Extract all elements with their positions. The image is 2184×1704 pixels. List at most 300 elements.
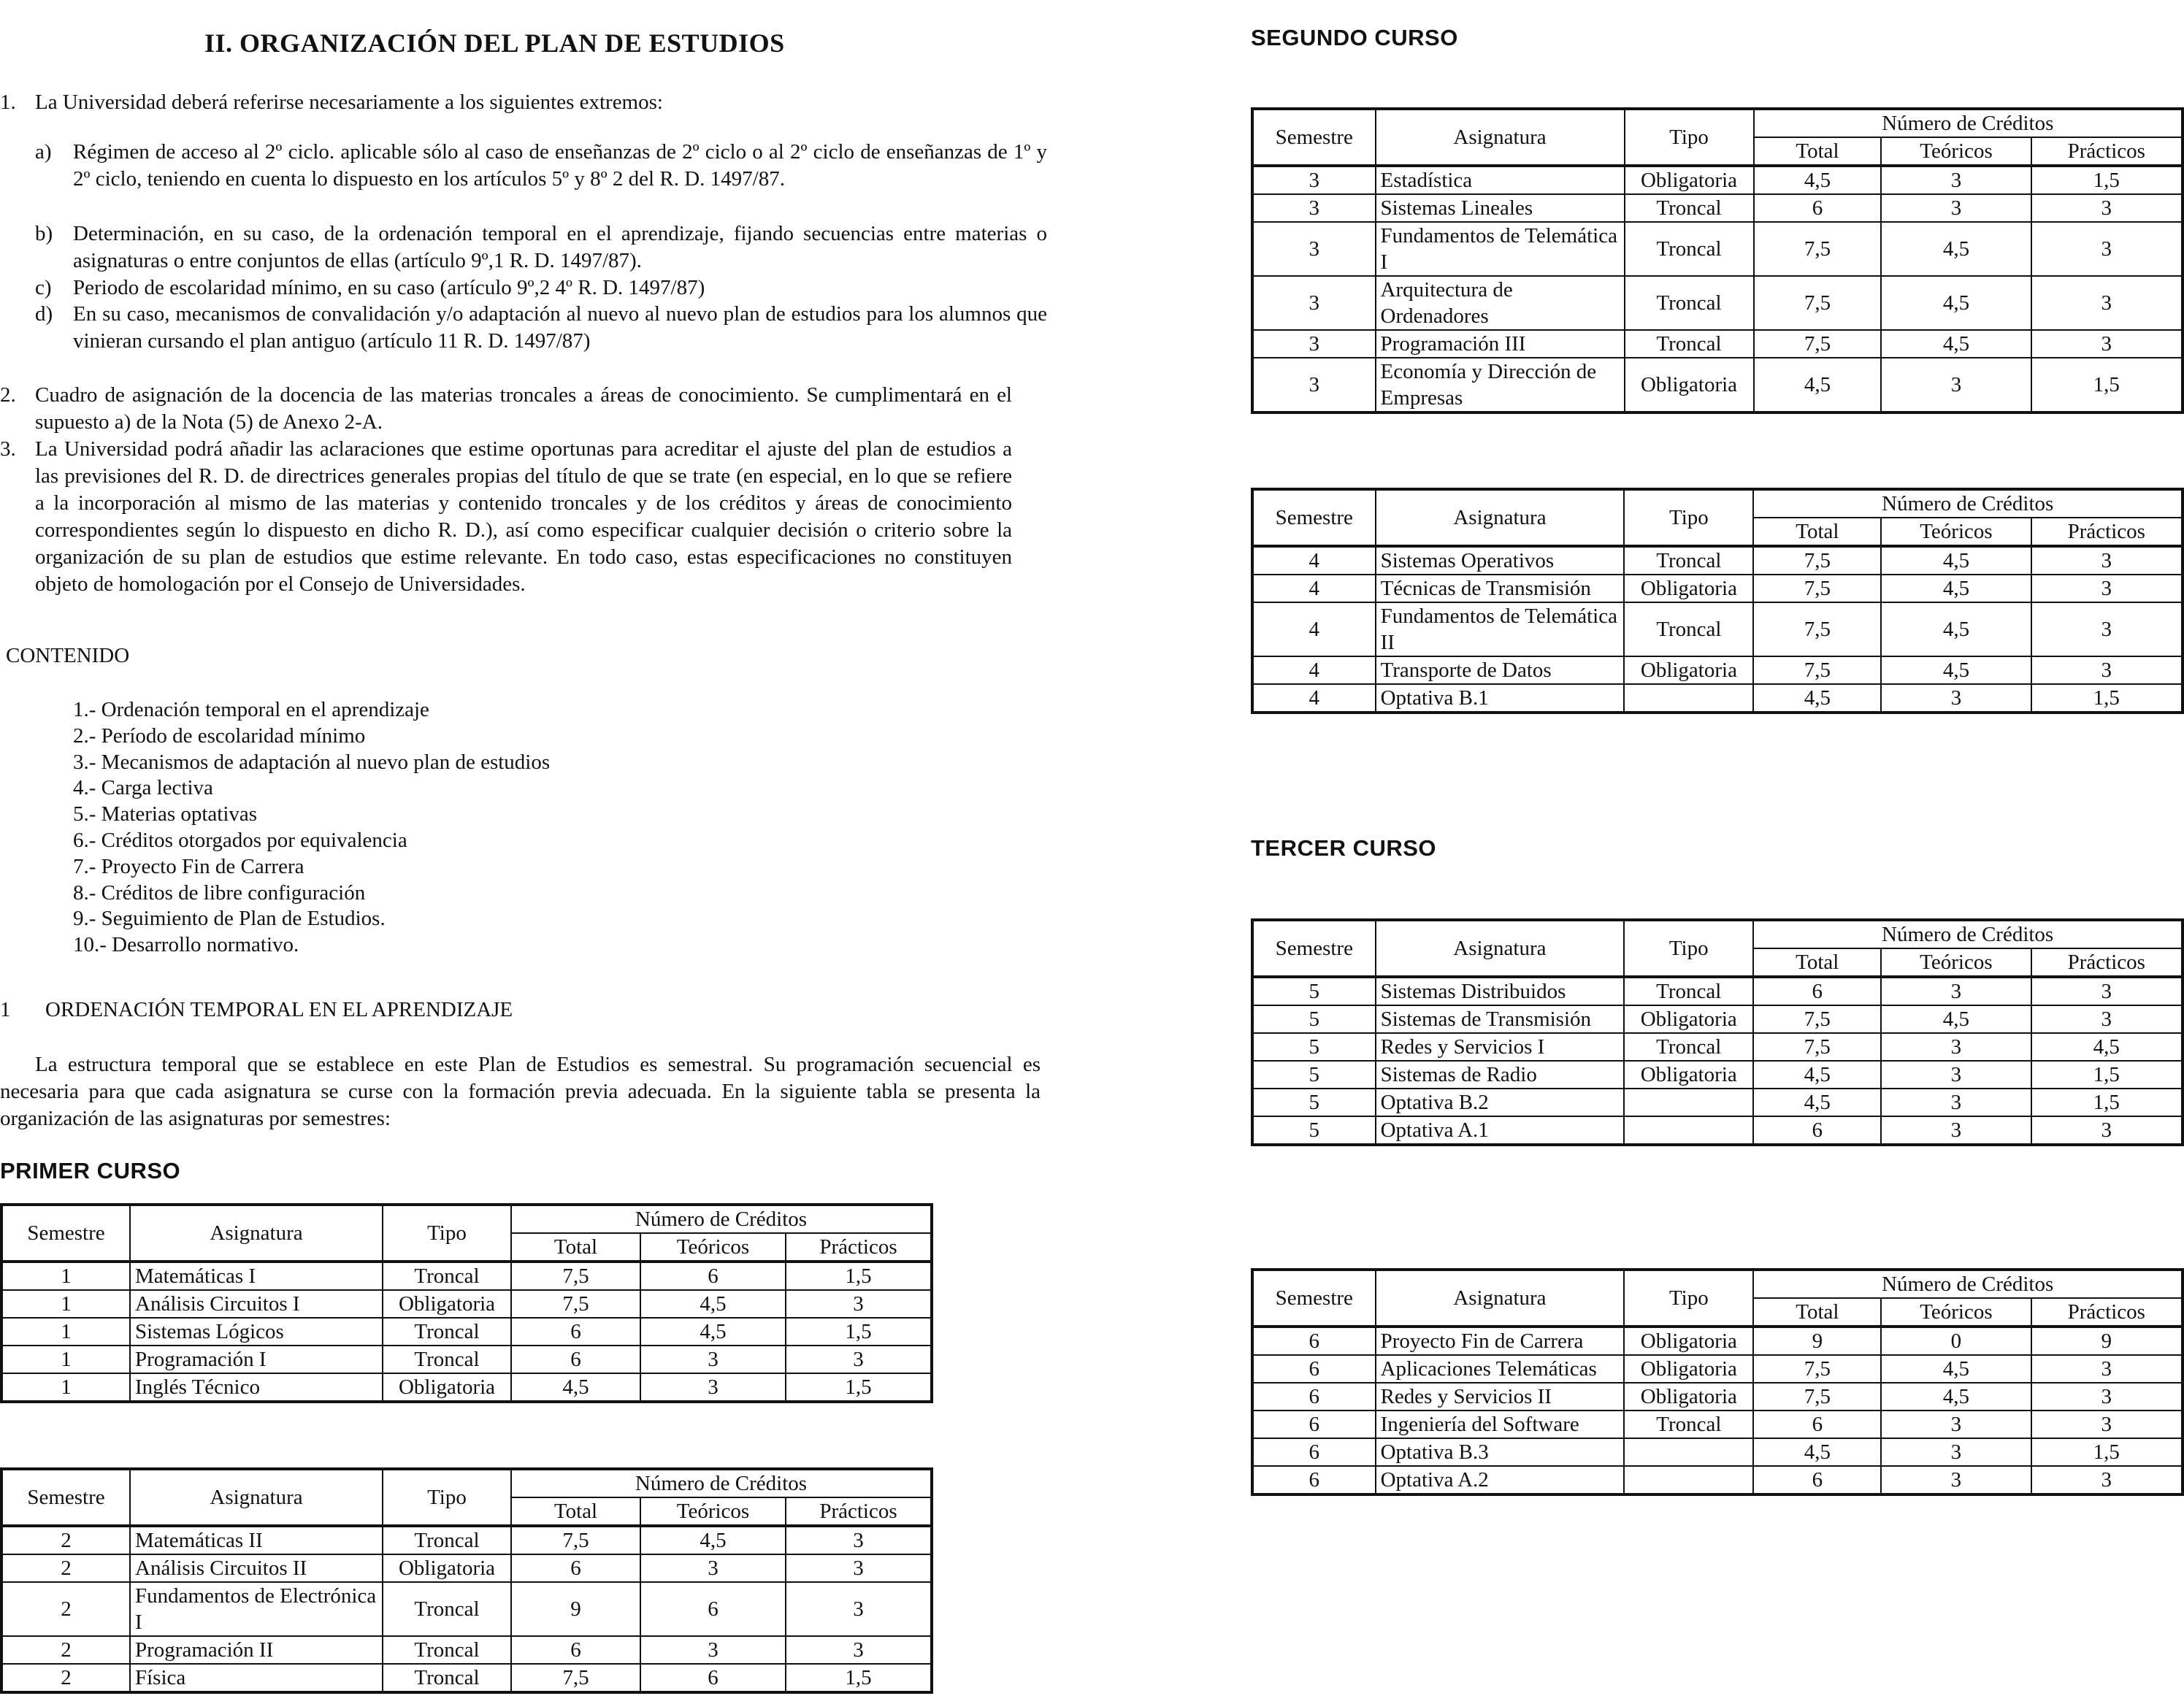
cell-asignatura: Sistemas Distribuidos (1376, 977, 1625, 1005)
cell-asignatura: Optativa B.2 (1376, 1089, 1625, 1116)
cell-asignatura: Optativa B.3 (1376, 1438, 1625, 1466)
cell-semestre: 3 (1252, 194, 1376, 222)
cell-total: 6 (1753, 977, 1881, 1005)
cell-semestre: 2 (1, 1636, 130, 1664)
cell-total: 7,5 (511, 1664, 640, 1692)
cell-asignatura: Optativa A.1 (1376, 1116, 1625, 1145)
cell-tipo: Obligatoria (1624, 575, 1753, 602)
cell-teoricos: 3 (640, 1636, 786, 1664)
cell-semestre: 3 (1252, 166, 1376, 194)
table-row (1252, 1466, 2183, 1494)
header-semestre: Semestre (1252, 489, 1376, 546)
header-asignatura: Asignatura (1376, 109, 1625, 166)
cell-asignatura: Programación II (130, 1636, 383, 1664)
contenido-heading: CONTENIDO (6, 644, 130, 667)
credits-table-s5 (1251, 918, 2184, 1146)
cell-total: 7,5 (1753, 575, 1881, 602)
header-asignatura: Asignatura (1376, 1270, 1625, 1327)
cell-total: 9 (1753, 1327, 1881, 1355)
cell-asignatura: Proyecto Fin de Carrera (1376, 1327, 1625, 1355)
cell-asignatura: Transporte de Datos (1376, 656, 1625, 684)
cell-practicos: 1,5 (786, 1664, 932, 1692)
cell-tipo: Troncal (1624, 602, 1753, 656)
header-teoricos: Teóricos (640, 1497, 786, 1526)
table-row (1252, 1438, 2183, 1466)
cell-total: 7,5 (511, 1290, 640, 1318)
cell-semestre: 1 (1, 1318, 130, 1346)
cell-total: 6 (1753, 1116, 1881, 1145)
header-practicos: Prácticos (786, 1497, 932, 1526)
cell-practicos: 3 (2031, 575, 2183, 602)
cell-teoricos: 3 (1881, 977, 2031, 1005)
cell-practicos: 1,5 (786, 1262, 932, 1290)
item-text: La Universidad podrá añadir las aclaraciones que estime oportunas para acreditar el ajuste del plan de estudios a las previsiones del R. D. de directrices generales propias del título de que se trate (en especial, en lo que se refiere a la incorporación al mismo de las materias y contenido troncales y de los créditos y áreas de conocimiento correspondientes según lo dispuesto en dicho R. D.), así como especificar cualquier decisión o criterio sobre la organización de su plan de estudios que estime relevante. En todo caso, estas especificaciones no constituyen objeto de homologación por el Consejo de Universidades. (35, 437, 1012, 596)
cell-asignatura: Sistemas de Radio (1376, 1061, 1625, 1089)
item-number: 1. (0, 91, 16, 114)
cell-semestre: 1 (1, 1290, 130, 1318)
cell-total: 6 (511, 1636, 640, 1664)
table-row (1, 1346, 932, 1373)
cell-tipo: Troncal (1624, 977, 1753, 1005)
cell-total: 7,5 (511, 1262, 640, 1290)
cell-teoricos: 4,5 (1881, 656, 2031, 684)
cell-total: 7,5 (1753, 1005, 1881, 1033)
header-semestre: Semestre (1252, 1270, 1376, 1327)
cell-semestre: 4 (1252, 602, 1376, 656)
cell-teoricos: 3 (640, 1346, 786, 1373)
table-row (1252, 1355, 2183, 1383)
cell-asignatura: Sistemas Lineales (1376, 194, 1625, 222)
cell-total: 4,5 (1754, 166, 1882, 194)
table-row (1252, 977, 2183, 1005)
header-practicos: Prácticos (2031, 518, 2183, 546)
cell-semestre: 3 (1252, 222, 1376, 276)
item-number: 2. (0, 383, 16, 407)
tercer-curso-heading: TERCER CURSO (1251, 835, 1437, 861)
cell-total: 4,5 (1754, 358, 1882, 412)
cell-semestre: 4 (1252, 575, 1376, 602)
contenido-item: 8.- Créditos de libre configuración (73, 880, 366, 905)
table-row (1252, 1061, 2183, 1089)
cell-tipo (1624, 1116, 1753, 1145)
cell-practicos: 1,5 (2031, 1438, 2183, 1466)
header-semestre: Semestre (1252, 109, 1376, 166)
header-asignatura: Asignatura (130, 1205, 383, 1262)
cell-asignatura: Optativa B.1 (1376, 684, 1625, 713)
cell-tipo: Troncal (1625, 194, 1754, 222)
cell-tipo: Troncal (1624, 546, 1753, 575)
table-row (1252, 1327, 2183, 1355)
section-paragraph: La estructura temporal que se establece en este Plan de Estudios es semestral. Su programación secuencial es necesaria para que cada asignatura se curse con la formación previa adecuada. En la siguiente tabla se presenta la organización de las asignaturas por semestres: (0, 1053, 1041, 1130)
cell-teoricos: 3 (1881, 166, 2031, 194)
cell-practicos: 3 (786, 1346, 932, 1373)
cell-tipo: Troncal (1625, 330, 1754, 358)
table-row (1, 1664, 932, 1692)
header-teoricos: Teóricos (1881, 948, 2031, 977)
cell-asignatura: Ingeniería del Software (1376, 1411, 1625, 1438)
cell-total: 7,5 (1753, 1355, 1881, 1383)
cell-semestre: 1 (1, 1262, 130, 1290)
cell-asignatura: Análisis Circuitos I (130, 1290, 383, 1318)
cell-teoricos: 3 (1881, 1116, 2031, 1145)
cell-teoricos: 4,5 (1881, 1005, 2031, 1033)
section-number: 1 (0, 998, 11, 1021)
header-teoricos: Teóricos (640, 1233, 786, 1262)
cell-teoricos: 3 (1881, 684, 2031, 713)
cell-total: 6 (1753, 1466, 1881, 1494)
table-row (1252, 194, 2183, 222)
cell-semestre: 5 (1252, 1033, 1376, 1061)
cell-asignatura: Análisis Circuitos II (130, 1554, 383, 1582)
cell-asignatura: Arquitectura de Ordenadores (1376, 276, 1625, 330)
cell-practicos: 3 (786, 1636, 932, 1664)
header-total: Total (1753, 948, 1881, 977)
item-number: 3. (0, 437, 16, 461)
cell-tipo: Obligatoria (1624, 1005, 1753, 1033)
cell-tipo: Obligatoria (1625, 166, 1754, 194)
table-row (1252, 602, 2183, 656)
table-row (1, 1318, 932, 1346)
cell-teoricos: 4,5 (1881, 276, 2031, 330)
cell-teoricos: 3 (640, 1373, 786, 1402)
cell-semestre: 1 (1, 1346, 130, 1373)
header-asignatura: Asignatura (1376, 489, 1625, 546)
cell-semestre: 6 (1252, 1355, 1376, 1383)
table-row (1252, 575, 2183, 602)
cell-asignatura: Sistemas de Transmisión (1376, 1005, 1625, 1033)
table-row (1252, 1411, 2183, 1438)
cell-semestre: 3 (1252, 330, 1376, 358)
cell-semestre: 5 (1252, 1089, 1376, 1116)
header-practicos: Prácticos (2031, 948, 2183, 977)
subitem-text: Determinación, en su caso, de la ordenación temporal en el aprendizaje, fijando secuencias entre materias o asignaturas o entre conjuntos de ellas (artículo 9º,1 R. D. 1497/87). (73, 222, 1047, 272)
cell-teoricos: 3 (1881, 1438, 2031, 1466)
cell-total: 7,5 (1753, 1383, 1881, 1411)
header-teoricos: Teóricos (1881, 137, 2031, 166)
credits-table-s4 (1251, 488, 2184, 714)
cell-asignatura: Economía y Dirección de Empresas (1376, 358, 1625, 412)
table-row (1, 1526, 932, 1554)
header-asignatura: Asignatura (130, 1469, 383, 1526)
section-heading: ORDENACIÓN TEMPORAL EN EL APRENDIZAJE (45, 998, 513, 1021)
table-row (1252, 546, 2183, 575)
header-numero-creditos: Número de Créditos (1753, 1270, 2183, 1298)
cell-asignatura: Inglés Técnico (130, 1373, 383, 1402)
cell-asignatura: Matemáticas II (130, 1526, 383, 1554)
cell-tipo: Obligatoria (1624, 656, 1753, 684)
cell-practicos: 3 (2031, 1466, 2183, 1494)
header-numero-creditos: Número de Créditos (511, 1205, 932, 1233)
cell-asignatura: Redes y Servicios II (1376, 1383, 1625, 1411)
table-row (1252, 330, 2183, 358)
cell-total: 7,5 (1753, 656, 1881, 684)
cell-semestre: 5 (1252, 1061, 1376, 1089)
cell-teoricos: 4,5 (1881, 330, 2031, 358)
header-asignatura: Asignatura (1376, 920, 1625, 977)
header-numero-creditos: Número de Créditos (511, 1469, 932, 1497)
cell-tipo: Troncal (1625, 222, 1754, 276)
cell-teoricos: 4,5 (1881, 602, 2031, 656)
header-numero-creditos: Número de Créditos (1753, 489, 2183, 518)
cell-total: 7,5 (1754, 276, 1882, 330)
cell-teoricos: 3 (1881, 1033, 2031, 1061)
cell-teoricos: 3 (1881, 1089, 2031, 1116)
subitem-text: Periodo de escolaridad mínimo, en su caso (artículo 9º,2 4º R. D. 1497/87) (73, 276, 705, 299)
cell-practicos: 3 (2031, 546, 2183, 575)
cell-teoricos: 3 (640, 1554, 786, 1582)
cell-tipo: Obligatoria (383, 1290, 511, 1318)
cell-semestre: 2 (1, 1526, 130, 1554)
cell-tipo: Obligatoria (1625, 358, 1754, 412)
cell-practicos: 1,5 (2031, 1089, 2183, 1116)
table-row (1252, 1033, 2183, 1061)
cell-practicos: 3 (2031, 1116, 2183, 1145)
table-row (1252, 1116, 2183, 1145)
cell-teoricos: 4,5 (1881, 575, 2031, 602)
cell-semestre: 5 (1252, 977, 1376, 1005)
cell-teoricos: 4,5 (1881, 546, 2031, 575)
cell-semestre: 3 (1252, 358, 1376, 412)
cell-tipo: Troncal (383, 1262, 511, 1290)
cell-total: 4,5 (511, 1373, 640, 1402)
cell-tipo (1624, 684, 1753, 713)
cell-total: 7,5 (1754, 330, 1882, 358)
subitem-text: Régimen de acceso al 2º ciclo. aplicable sólo al caso de enseñanzas de 2º ciclo o al 2º ciclo de enseñanzas de 1º y 2º ciclo, teniendo en cuenta lo dispuesto en los artículos 5º y 8º 2 del R. D. 1497/87. (73, 140, 1047, 191)
cell-teoricos: 0 (1881, 1327, 2031, 1355)
contenido-item: 7.- Proyecto Fin de Carrera (73, 854, 304, 878)
cell-asignatura: Matemáticas I (130, 1262, 383, 1290)
cell-tipo: Troncal (383, 1582, 511, 1636)
table-row (1, 1290, 932, 1318)
cell-practicos: 1,5 (2031, 166, 2183, 194)
table-row (1, 1582, 932, 1636)
cell-tipo (1624, 1466, 1753, 1494)
cell-practicos: 1,5 (786, 1373, 932, 1402)
cell-tipo: Obligatoria (1624, 1383, 1753, 1411)
cell-tipo: Troncal (1624, 1411, 1753, 1438)
cell-asignatura: Técnicas de Transmisión (1376, 575, 1625, 602)
cell-tipo (1624, 1438, 1753, 1466)
item-text: Cuadro de asignación de la docencia de las materias troncales a áreas de conocimiento. Se cumplimentará en el supuesto a) de la Nota (5) de Anexo 2-A. (35, 383, 1012, 434)
table-row (1, 1373, 932, 1402)
cell-semestre: 6 (1252, 1411, 1376, 1438)
cell-total: 4,5 (1753, 684, 1881, 713)
table-row (1252, 358, 2183, 412)
header-total: Total (511, 1233, 640, 1262)
header-semestre: Semestre (1252, 920, 1376, 977)
table-row (1252, 1089, 2183, 1116)
cell-total: 6 (511, 1318, 640, 1346)
contenido-item: 4.- Carga lectiva (73, 776, 213, 800)
contenido-item: 9.- Seguimiento de Plan de Estudios. (73, 907, 386, 931)
cell-practicos: 4,5 (2031, 1033, 2183, 1061)
cell-tipo: Obligatoria (383, 1554, 511, 1582)
cell-asignatura: Fundamentos de Electrónica I (130, 1582, 383, 1636)
cell-semestre: 6 (1252, 1438, 1376, 1466)
cell-teoricos: 4,5 (1881, 1355, 2031, 1383)
cell-asignatura: Sistemas Lógicos (130, 1318, 383, 1346)
table-row (1252, 222, 2183, 276)
cell-practicos: 3 (2031, 602, 2183, 656)
cell-tipo: Obligatoria (1624, 1061, 1753, 1089)
subitem-marker: c) (35, 276, 52, 299)
credits-table-s2 (0, 1467, 933, 1694)
cell-practicos: 3 (2031, 1005, 2183, 1033)
table-row (1, 1262, 932, 1290)
header-total: Total (1753, 1298, 1881, 1327)
header-teoricos: Teóricos (1881, 1298, 2031, 1327)
header-tipo: Tipo (1624, 1270, 1753, 1327)
cell-tipo: Troncal (383, 1664, 511, 1692)
header-semestre: Semestre (1, 1205, 130, 1262)
cell-semestre: 2 (1, 1582, 130, 1636)
cell-semestre: 5 (1252, 1005, 1376, 1033)
cell-total: 4,5 (1753, 1089, 1881, 1116)
cell-semestre: 1 (1, 1373, 130, 1402)
cell-practicos: 3 (786, 1526, 932, 1554)
cell-practicos: 3 (2031, 977, 2183, 1005)
cell-practicos: 3 (2031, 656, 2183, 684)
contenido-item: 3.- Mecanismos de adaptación al nuevo plan de estudios (73, 750, 551, 774)
cell-asignatura: Fundamentos de Telemática I (1376, 222, 1625, 276)
cell-tipo: Troncal (383, 1526, 511, 1554)
subitem-marker: a) (35, 140, 52, 164)
cell-tipo (1624, 1089, 1753, 1116)
cell-semestre: 6 (1252, 1466, 1376, 1494)
cell-total: 6 (511, 1554, 640, 1582)
table-row (1252, 656, 2183, 684)
cell-asignatura: Aplicaciones Telemáticas (1376, 1355, 1625, 1383)
table-row (1252, 276, 2183, 330)
cell-practicos: 1,5 (2031, 684, 2183, 713)
table-row (1252, 1005, 2183, 1033)
subitem-marker: b) (35, 222, 53, 245)
cell-tipo: Troncal (383, 1318, 511, 1346)
header-tipo: Tipo (1624, 920, 1753, 977)
contenido-item: 10.- Desarrollo normativo. (73, 933, 299, 957)
table-row (1, 1554, 932, 1582)
table-row (1252, 684, 2183, 713)
contenido-item: 2.- Período de escolaridad mínimo (73, 724, 366, 748)
header-semestre: Semestre (1, 1469, 130, 1526)
header-tipo: Tipo (383, 1205, 511, 1262)
table-row (1252, 1383, 2183, 1411)
cell-total: 4,5 (1753, 1061, 1881, 1089)
cell-teoricos: 4,5 (640, 1290, 786, 1318)
header-teoricos: Teóricos (1881, 518, 2031, 546)
header-total: Total (511, 1497, 640, 1526)
cell-practicos: 3 (786, 1554, 932, 1582)
cell-tipo: Obligatoria (1624, 1327, 1753, 1355)
cell-total: 7,5 (1753, 602, 1881, 656)
cell-asignatura: Física (130, 1664, 383, 1692)
cell-tipo: Obligatoria (1624, 1355, 1753, 1383)
header-practicos: Prácticos (786, 1233, 932, 1262)
cell-practicos: 9 (2031, 1327, 2183, 1355)
cell-teoricos: 3 (1881, 358, 2031, 412)
cell-teoricos: 4,5 (1881, 1383, 2031, 1411)
cell-teoricos: 4,5 (640, 1318, 786, 1346)
header-tipo: Tipo (383, 1469, 511, 1526)
primer-curso-heading: PRIMER CURSO (0, 1158, 181, 1183)
cell-semestre: 2 (1, 1554, 130, 1582)
cell-total: 7,5 (1753, 546, 1881, 575)
cell-total: 6 (1753, 1411, 1881, 1438)
cell-asignatura: Programación III (1376, 330, 1625, 358)
cell-practicos: 3 (2031, 1411, 2183, 1438)
cell-semestre: 4 (1252, 684, 1376, 713)
cell-asignatura: Optativa A.2 (1376, 1466, 1625, 1494)
cell-teoricos: 4,5 (640, 1526, 786, 1554)
header-numero-creditos: Número de Créditos (1754, 109, 2183, 137)
header-tipo: Tipo (1625, 109, 1754, 166)
cell-total: 7,5 (511, 1526, 640, 1554)
cell-practicos: 3 (786, 1582, 932, 1636)
page-title: II. ORGANIZACIÓN DEL PLAN DE ESTUDIOS (204, 28, 785, 58)
cell-semestre: 5 (1252, 1116, 1376, 1145)
cell-semestre: 4 (1252, 546, 1376, 575)
cell-asignatura: Redes y Servicios I (1376, 1033, 1625, 1061)
header-tipo: Tipo (1624, 489, 1753, 546)
item-text: La Universidad deberá referirse necesariamente a los siguientes extremos: (35, 91, 663, 114)
cell-total: 7,5 (1754, 222, 1882, 276)
subitem-text: En su caso, mecanismos de convalidación y/o adaptación al nuevo al nuevo plan de estudios para los alumnos que vinieran cursando el plan antiguo (artículo 11 R. D. 1497/87) (73, 302, 1047, 353)
header-numero-creditos: Número de Créditos (1753, 920, 2183, 948)
cell-tipo: Troncal (383, 1346, 511, 1373)
cell-asignatura: Estadística (1376, 166, 1625, 194)
header-practicos: Prácticos (2031, 137, 2183, 166)
cell-semestre: 6 (1252, 1327, 1376, 1355)
header-practicos: Prácticos (2031, 1298, 2183, 1327)
subitem-marker: d) (35, 302, 53, 326)
header-total: Total (1753, 518, 1881, 546)
cell-practicos: 1,5 (2031, 358, 2183, 412)
cell-teoricos: 6 (640, 1262, 786, 1290)
cell-teoricos: 3 (1881, 194, 2031, 222)
table-row (1252, 166, 2183, 194)
contenido-item: 6.- Créditos otorgados por equivalencia (73, 829, 407, 852)
cell-practicos: 3 (786, 1290, 932, 1318)
cell-semestre: 2 (1, 1664, 130, 1692)
cell-practicos: 3 (2031, 222, 2183, 276)
cell-teoricos: 3 (1881, 1466, 2031, 1494)
cell-practicos: 3 (2031, 1355, 2183, 1383)
cell-semestre: 4 (1252, 656, 1376, 684)
cell-teoricos: 6 (640, 1582, 786, 1636)
segundo-curso-heading: SEGUNDO CURSO (1251, 25, 1458, 50)
contenido-item: 5.- Materias optativas (73, 802, 258, 826)
cell-teoricos: 6 (640, 1664, 786, 1692)
cell-teoricos: 3 (1881, 1411, 2031, 1438)
credits-table-s6 (1251, 1268, 2184, 1496)
header-total: Total (1754, 137, 1882, 166)
cell-tipo: Obligatoria (383, 1373, 511, 1402)
cell-practicos: 1,5 (786, 1318, 932, 1346)
cell-total: 6 (1754, 194, 1882, 222)
cell-practicos: 1,5 (2031, 1061, 2183, 1089)
cell-asignatura: Fundamentos de Telemática II (1376, 602, 1625, 656)
cell-teoricos: 4,5 (1881, 222, 2031, 276)
cell-teoricos: 3 (1881, 1061, 2031, 1089)
cell-semestre: 6 (1252, 1383, 1376, 1411)
cell-tipo: Troncal (1624, 1033, 1753, 1061)
cell-practicos: 3 (2031, 330, 2183, 358)
table-row (1, 1636, 932, 1664)
credits-table-s1 (0, 1203, 933, 1403)
cell-total: 6 (511, 1346, 640, 1373)
cell-practicos: 3 (2031, 1383, 2183, 1411)
cell-asignatura: Sistemas Operativos (1376, 546, 1625, 575)
